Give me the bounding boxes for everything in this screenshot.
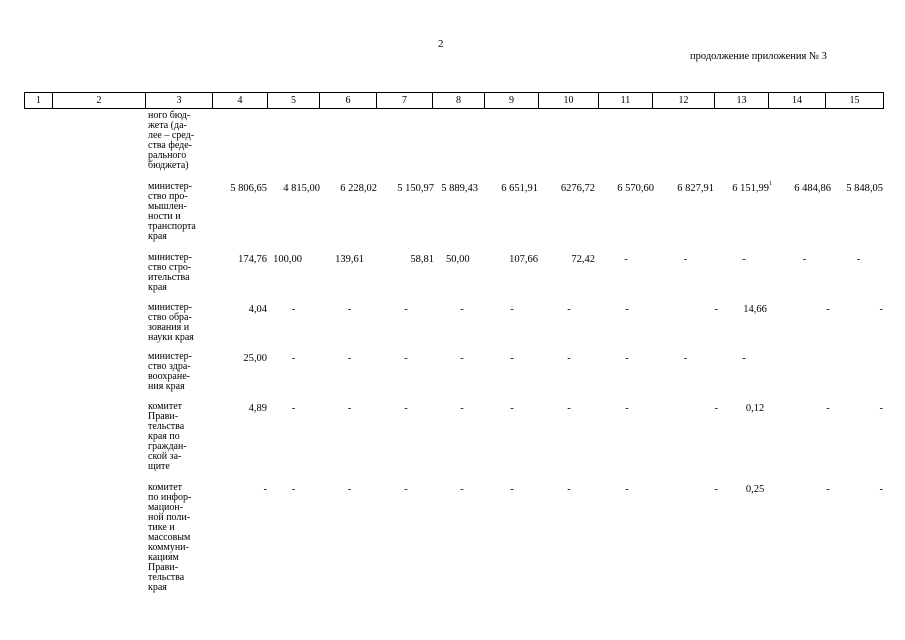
cell-col-9: -	[510, 353, 514, 364]
cell-col-8: 5 889,43	[441, 183, 478, 194]
cell-col-7: -	[404, 304, 408, 315]
cell-col-7: 58,81	[410, 254, 434, 265]
cell-col-9: -	[510, 403, 514, 414]
cell-col-6: -	[347, 353, 352, 364]
col-header-12: 12	[653, 93, 715, 109]
cell-col-14: -	[802, 254, 807, 265]
col-header-6: 6	[320, 93, 377, 109]
cell-col-11: -	[624, 254, 628, 265]
row-label: комитет по инфор- мацион- ной поли- тике и массовым коммуни- кациям Прави- тельства края	[148, 482, 192, 593]
cell-col-8: 50,00	[446, 254, 470, 265]
row-label: министер- ство здра- воохране- ния края	[148, 351, 192, 392]
cell-col-12: 6 827,91	[677, 183, 714, 194]
cell-col-7: -	[404, 403, 408, 414]
cell-col-9: 107,66	[509, 254, 538, 265]
row-label: министер- ство про- мышлен- ности и транспорта края	[148, 181, 196, 242]
cell-col-10: -	[567, 403, 571, 414]
row-label: ного бюд- жета (да- лее – сред- ства феде- рального бюджета)	[148, 110, 195, 171]
page-number: 2	[438, 38, 444, 50]
cell-col-4: 5 806,65	[230, 183, 267, 194]
cell-col-8: -	[460, 403, 464, 414]
cell-col-4: -	[263, 484, 267, 495]
cell-col-7: 5 150,97	[397, 183, 434, 194]
cell-col-11: 6 570,60	[617, 183, 654, 194]
cell-col-11: -	[625, 484, 629, 495]
col-header-5: 5	[268, 93, 320, 109]
cell-col-10: -	[567, 484, 571, 495]
cell-col-5: -	[291, 403, 296, 414]
cell-col-11: -	[625, 353, 629, 364]
col-header-11: 11	[599, 93, 653, 109]
col-header-13: 13	[715, 93, 769, 109]
continuation-caption: продолжение приложения № 3	[690, 51, 827, 62]
cell-col-12: -	[683, 353, 688, 364]
column-number-header	[24, 92, 884, 109]
cell-col-4: 174,76	[238, 254, 267, 265]
cell-col-15: -	[879, 403, 883, 414]
col-header-9: 9	[485, 93, 539, 109]
cell-col-13: -	[742, 353, 746, 364]
cell-col-9: 6 651,91	[501, 183, 538, 194]
cell-col-12: -	[683, 254, 688, 265]
cell-col-9: -	[510, 484, 514, 495]
cell-col-8: -	[460, 484, 464, 495]
cell-col-12: -	[714, 403, 718, 414]
cell-col-5: -	[291, 484, 296, 495]
cell-col-6: -	[347, 403, 352, 414]
cell-col-12: -	[714, 304, 718, 315]
cell-col-5: -	[291, 304, 296, 315]
col-header-7: 7	[377, 93, 433, 109]
col-header-4: 4	[213, 93, 268, 109]
col-header-1: 1	[25, 93, 53, 109]
cell-col-13: 0,12	[745, 403, 765, 414]
cell-col-15: 5 848,05	[846, 183, 883, 194]
cell-col-4: 25,00	[243, 353, 267, 364]
cell-col-14: 6 484,86	[794, 183, 831, 194]
cell-col-4: 4,89	[248, 403, 267, 414]
col-header-14: 14	[769, 93, 826, 109]
cell-col-13: 14,66	[743, 304, 767, 315]
cell-col-10: -	[567, 304, 571, 315]
cell-col-10: 6276,72	[560, 183, 595, 194]
cell-col-9: -	[510, 304, 514, 315]
cell-col-5: 4 815,00	[283, 183, 320, 194]
cell-col-11: -	[625, 403, 629, 414]
cell-col-11: -	[625, 304, 629, 315]
cell-col-6: -	[347, 304, 352, 315]
cell-col-4: 4,04	[248, 304, 267, 315]
cell-col-15: -	[879, 484, 883, 495]
cell-col-13: -	[742, 254, 746, 265]
cell-col-15: -	[879, 304, 883, 315]
col-header-15: 15	[826, 93, 884, 109]
cell-col-12: -	[714, 484, 718, 495]
cell-col-8: -	[460, 304, 464, 315]
row-label: министер- ство стро- ительства края	[148, 252, 192, 293]
row-label: комитет Прави- тельства края по граждан- ской за- щите	[148, 401, 187, 472]
col-header-10: 10	[539, 93, 599, 109]
col-header-2: 2	[53, 93, 146, 109]
cell-col-10: -	[567, 353, 571, 364]
cell-col-15: -	[856, 254, 861, 265]
cell-col-6: 139,61	[335, 254, 364, 265]
cell-col-8: -	[460, 353, 464, 364]
cell-col-14: -	[826, 304, 830, 315]
row-label: министер- ство обра- зования и науки края	[148, 302, 194, 343]
cell-col-14: -	[826, 403, 830, 414]
cell-col-5: -	[291, 353, 296, 364]
cell-col-13: 0,25	[745, 484, 765, 495]
col-header-3: 3	[146, 93, 213, 109]
cell-col-13: 6 151,99$^1$	[732, 181, 772, 194]
cell-col-14: -	[826, 484, 830, 495]
cell-col-6: -	[347, 484, 352, 495]
cell-col-7: -	[404, 484, 408, 495]
col-header-8: 8	[433, 93, 485, 109]
cell-col-10: 72,42	[571, 254, 595, 265]
cell-col-5: 100,00	[273, 254, 302, 265]
footnote-marker: 1	[769, 181, 772, 187]
cell-col-7: -	[404, 353, 408, 364]
cell-col-6: 6 228,02	[340, 183, 377, 194]
